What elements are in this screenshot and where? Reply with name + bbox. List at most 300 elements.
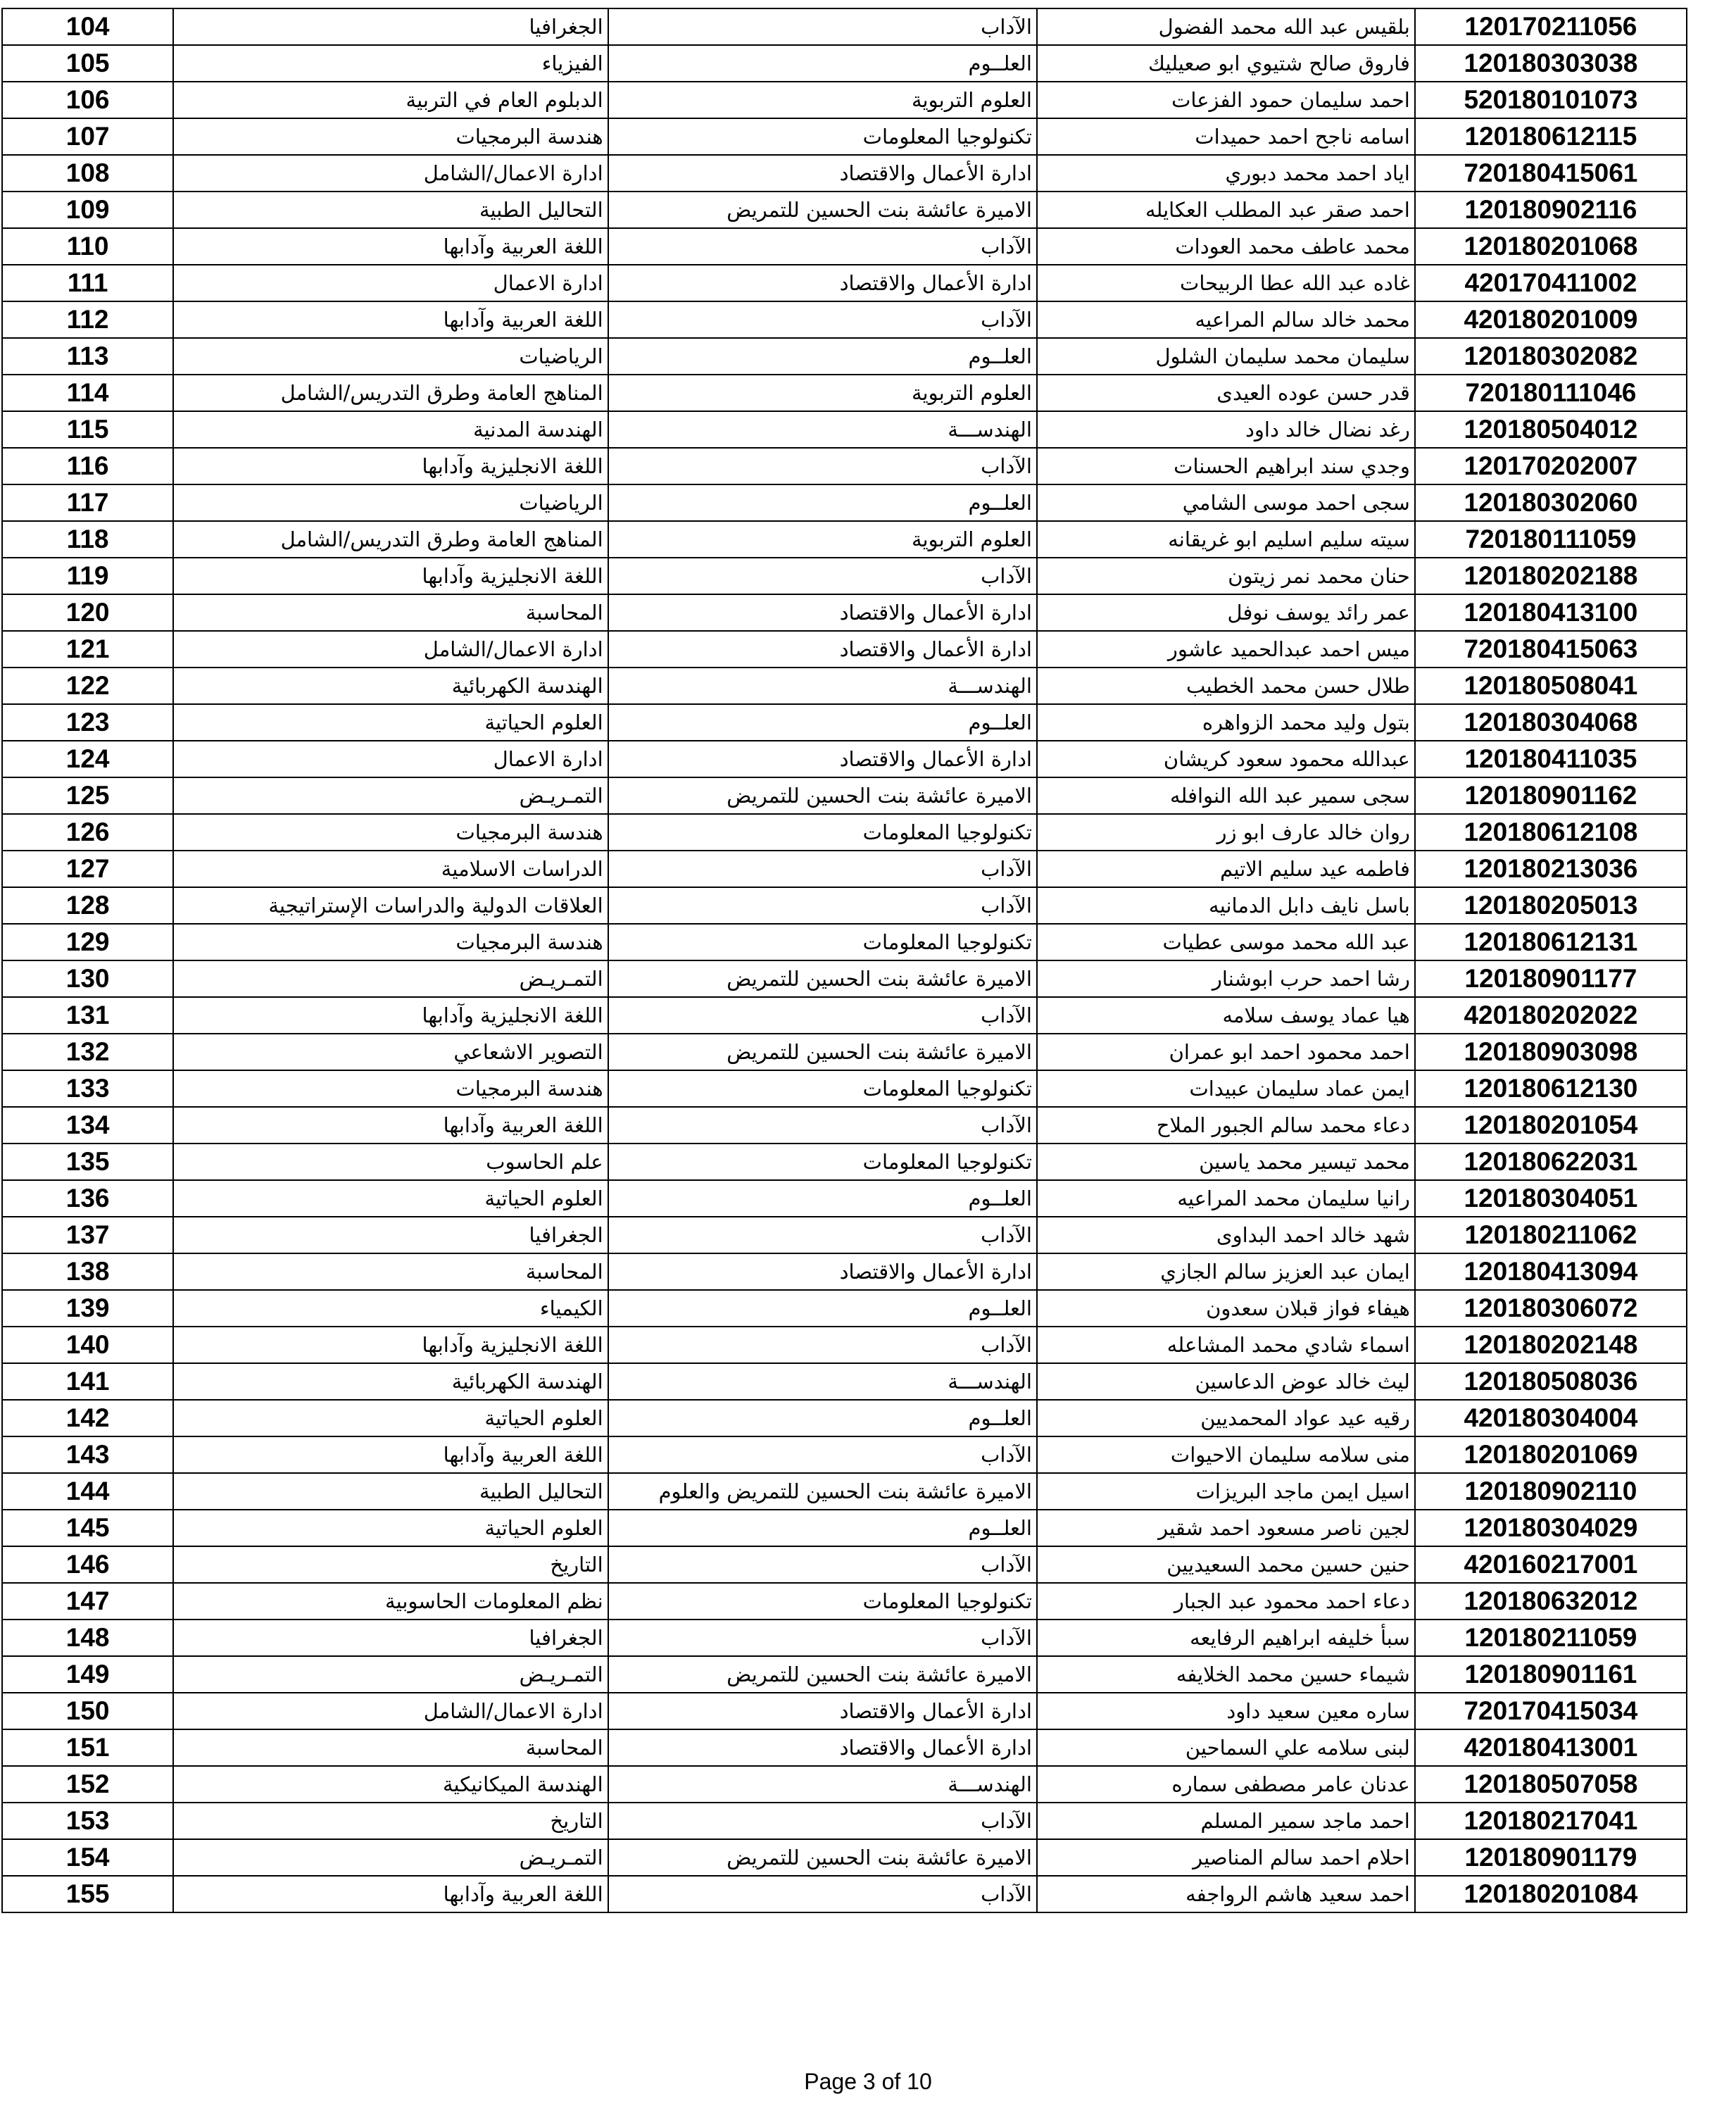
major-cell: المناهج العامة وطرق التدريس/الشامل	[173, 375, 608, 411]
student-id-cell: 120180201054	[1415, 1107, 1687, 1144]
student-id-cell: 720180415063	[1415, 631, 1687, 668]
student-id-cell: 120180411035	[1415, 741, 1687, 777]
row-number-cell: 110	[2, 228, 173, 265]
student-name-cell: احمد محمود احمد ابو عمران	[1037, 1034, 1415, 1070]
major-cell: التمـريـض	[173, 1839, 608, 1876]
major-cell: العلاقات الدولية والدراسات الإستراتيجية	[173, 887, 608, 924]
row-number-cell: 121	[2, 631, 173, 668]
major-cell: الكيمياء	[173, 1290, 608, 1327]
college-cell: ادارة الأعمال والاقتصاد	[608, 631, 1037, 668]
row-number-cell: 138	[2, 1253, 173, 1290]
row-number-cell: 106	[2, 82, 173, 118]
major-cell: ادارة الاعمال/الشامل	[173, 631, 608, 668]
row-number-cell: 134	[2, 1107, 173, 1144]
college-cell: العلوم التربوية	[608, 375, 1037, 411]
major-cell: هندسة البرمجيات	[173, 814, 608, 851]
row-number-cell: 137	[2, 1217, 173, 1253]
major-cell: الجغرافيا	[173, 8, 608, 45]
row-number-cell: 125	[2, 777, 173, 814]
college-cell: العلــوم	[608, 1510, 1037, 1546]
college-cell: الآداب	[608, 887, 1037, 924]
row-number-cell: 107	[2, 118, 173, 155]
student-id-cell: 120180508041	[1415, 668, 1687, 704]
row-number-cell: 122	[2, 668, 173, 704]
row-number-cell: 145	[2, 1510, 173, 1546]
row-number-cell: 105	[2, 45, 173, 82]
table-row	[2, 1473, 1687, 1510]
college-cell: الآداب	[608, 558, 1037, 594]
student-name-cell: غاده عبد الله عطا الربيحات	[1037, 265, 1415, 301]
college-cell: الاميرة عائشة بنت الحسين للتمريض	[608, 777, 1037, 814]
table-row	[2, 521, 1687, 558]
table-row	[2, 1693, 1687, 1729]
student-id-cell: 420180304004	[1415, 1400, 1687, 1436]
row-number-cell: 153	[2, 1803, 173, 1839]
major-cell: الهندسة المدنية	[173, 411, 608, 448]
major-cell: الرياضيات	[173, 338, 608, 375]
major-cell: اللغة الانجليزية وآدابها	[173, 558, 608, 594]
student-id-cell: 120180901179	[1415, 1839, 1687, 1876]
student-id-cell: 420180202022	[1415, 997, 1687, 1034]
major-cell: الرياضيات	[173, 484, 608, 521]
student-name-cell: سجى سمير عبد الله النوافله	[1037, 777, 1415, 814]
student-name-cell: بلقيس عبد الله محمد الفضول	[1037, 8, 1415, 45]
student-id-cell: 720180111046	[1415, 375, 1687, 411]
student-name-cell: احلام احمد سالم المناصير	[1037, 1839, 1415, 1876]
table-row	[2, 1583, 1687, 1620]
row-number-cell: 115	[2, 411, 173, 448]
student-id-cell: 120180504012	[1415, 411, 1687, 448]
table-row	[2, 887, 1687, 924]
table-row	[2, 1290, 1687, 1327]
student-id-cell: 120180205013	[1415, 887, 1687, 924]
row-number-cell: 118	[2, 521, 173, 558]
row-number-cell: 112	[2, 301, 173, 338]
student-id-cell: 120180508036	[1415, 1363, 1687, 1400]
student-id-cell: 720180415061	[1415, 155, 1687, 192]
major-cell: نظم المعلومات الحاسوبية	[173, 1583, 608, 1620]
row-number-cell: 119	[2, 558, 173, 594]
table-row	[2, 1217, 1687, 1253]
row-number-cell: 155	[2, 1876, 173, 1912]
table-row	[2, 594, 1687, 631]
student-name-cell: لبنى سلامه علي السماحين	[1037, 1729, 1415, 1766]
student-name-cell: حنان محمد نمر زيتون	[1037, 558, 1415, 594]
row-number-cell: 136	[2, 1180, 173, 1217]
college-cell: الآداب	[608, 1436, 1037, 1473]
student-name-cell: سيته سليم اسليم ابو غريقانه	[1037, 521, 1415, 558]
student-name-cell: محمد خالد سالم المراعيه	[1037, 301, 1415, 338]
major-cell: الجغرافيا	[173, 1620, 608, 1656]
major-cell: هندسة البرمجيات	[173, 924, 608, 960]
table-row	[2, 1107, 1687, 1144]
student-name-cell: سليمان محمد سليمان الشلول	[1037, 338, 1415, 375]
college-cell: ادارة الأعمال والاقتصاد	[608, 1729, 1037, 1766]
college-cell: الآداب	[608, 301, 1037, 338]
student-name-cell: رغد نضال خالد داود	[1037, 411, 1415, 448]
student-id-cell: 120180902116	[1415, 192, 1687, 228]
student-name-cell: اسيل ايمن ماجد البريزات	[1037, 1473, 1415, 1510]
student-name-cell: دعاء احمد محمود عبد الجبار	[1037, 1583, 1415, 1620]
student-name-cell: شيماء حسين محمد الخلايفه	[1037, 1656, 1415, 1693]
table-row	[2, 1180, 1687, 1217]
student-name-cell: حنين حسين محمد السعيديين	[1037, 1546, 1415, 1583]
college-cell: العلــوم	[608, 1400, 1037, 1436]
college-cell: العلــوم	[608, 45, 1037, 82]
student-name-cell: سجى احمد موسى الشامي	[1037, 484, 1415, 521]
student-id-cell: 120180202148	[1415, 1327, 1687, 1363]
row-number-cell: 109	[2, 192, 173, 228]
table-row	[2, 1766, 1687, 1803]
table-row	[2, 1729, 1687, 1766]
row-number-cell: 147	[2, 1583, 173, 1620]
student-id-cell: 120170211056	[1415, 8, 1687, 45]
table-row	[2, 741, 1687, 777]
student-roster-table	[1, 8, 1687, 1913]
student-name-cell: روان خالد عارف ابو زر	[1037, 814, 1415, 851]
table-row	[2, 45, 1687, 82]
student-id-cell: 120180302082	[1415, 338, 1687, 375]
row-number-cell: 140	[2, 1327, 173, 1363]
row-number-cell: 132	[2, 1034, 173, 1070]
college-cell: الآداب	[608, 1803, 1037, 1839]
student-id-cell: 120180507058	[1415, 1766, 1687, 1803]
college-cell: العلــوم	[608, 704, 1037, 741]
student-name-cell: ساره معين سعيد داود	[1037, 1693, 1415, 1729]
student-id-cell: 120180612115	[1415, 118, 1687, 155]
student-name-cell: فاروق صالح شتيوي ابو صعيليك	[1037, 45, 1415, 82]
table-row	[2, 558, 1687, 594]
college-cell: ادارة الأعمال والاقتصاد	[608, 265, 1037, 301]
table-row	[2, 338, 1687, 375]
student-name-cell: هيفاء فواز قبلان سعدون	[1037, 1290, 1415, 1327]
college-cell: تكنولوجيا المعلومات	[608, 1583, 1037, 1620]
row-number-cell: 154	[2, 1839, 173, 1876]
student-id-cell: 120180306072	[1415, 1290, 1687, 1327]
table-row	[2, 924, 1687, 960]
table-row	[2, 1620, 1687, 1656]
student-name-cell: لجين ناصر مسعود احمد شقير	[1037, 1510, 1415, 1546]
major-cell: الهندسة الميكانيكية	[173, 1766, 608, 1803]
student-name-cell: ليث خالد عوض الدعاسين	[1037, 1363, 1415, 1400]
table-row	[2, 1363, 1687, 1400]
row-number-cell: 127	[2, 851, 173, 887]
table-row	[2, 82, 1687, 118]
table-row	[2, 484, 1687, 521]
row-number-cell: 149	[2, 1656, 173, 1693]
major-cell: اللغة العربية وآدابها	[173, 1107, 608, 1144]
student-id-cell: 120180211062	[1415, 1217, 1687, 1253]
student-id-cell: 720180111059	[1415, 521, 1687, 558]
major-cell: الهندسة الكهربائية	[173, 668, 608, 704]
college-cell: الآداب	[608, 228, 1037, 265]
roster-body	[2, 8, 1687, 1912]
major-cell: الدبلوم العام في التربية	[173, 82, 608, 118]
row-number-cell: 130	[2, 960, 173, 997]
row-number-cell: 117	[2, 484, 173, 521]
college-cell: الآداب	[608, 1620, 1037, 1656]
college-cell: الاميرة عائشة بنت الحسين للتمريض	[608, 1839, 1037, 1876]
student-name-cell: باسل نايف دابل الدمانيه	[1037, 887, 1415, 924]
major-cell: اللغة العربية وآدابها	[173, 301, 608, 338]
row-number-cell: 150	[2, 1693, 173, 1729]
major-cell: اللغة العربية وآدابها	[173, 1436, 608, 1473]
row-number-cell: 128	[2, 887, 173, 924]
college-cell: العلــوم	[608, 484, 1037, 521]
table-row	[2, 1070, 1687, 1107]
table-row	[2, 1803, 1687, 1839]
student-name-cell: عبد الله محمد موسى عطيات	[1037, 924, 1415, 960]
student-id-cell: 120180201068	[1415, 228, 1687, 265]
major-cell: ادارة الاعمال	[173, 741, 608, 777]
student-id-cell: 520180101073	[1415, 82, 1687, 118]
table-row	[2, 375, 1687, 411]
student-id-cell: 120180304051	[1415, 1180, 1687, 1217]
college-cell: الآداب	[608, 997, 1037, 1034]
major-cell: المناهج العامة وطرق التدريس/الشامل	[173, 521, 608, 558]
student-id-cell: 420160217001	[1415, 1546, 1687, 1583]
row-number-cell: 120	[2, 594, 173, 631]
college-cell: الآداب	[608, 851, 1037, 887]
table-row	[2, 265, 1687, 301]
student-name-cell: طلال حسن محمد الخطيب	[1037, 668, 1415, 704]
table-row	[2, 997, 1687, 1034]
major-cell: التحاليل الطبية	[173, 192, 608, 228]
student-id-cell: 420170411002	[1415, 265, 1687, 301]
student-name-cell: محمد عاطف محمد العودات	[1037, 228, 1415, 265]
college-cell: الاميرة عائشة بنت الحسين للتمريض	[608, 192, 1037, 228]
table-row	[2, 1144, 1687, 1180]
college-cell: الاميرة عائشة بنت الحسين للتمريض	[608, 1656, 1037, 1693]
student-name-cell: ايمان عبد العزيز سالم الجازي	[1037, 1253, 1415, 1290]
student-id-cell: 120170202007	[1415, 448, 1687, 484]
student-name-cell: وجدي سند ابراهيم الحسنات	[1037, 448, 1415, 484]
row-number-cell: 129	[2, 924, 173, 960]
table-row	[2, 155, 1687, 192]
major-cell: التمـريـض	[173, 1656, 608, 1693]
row-number-cell: 135	[2, 1144, 173, 1180]
table-row	[2, 1546, 1687, 1583]
major-cell: العلوم الحياتية	[173, 1400, 608, 1436]
student-name-cell: بتول وليد محمد الزواهره	[1037, 704, 1415, 741]
student-name-cell: عدنان عامر مصطفى سماره	[1037, 1766, 1415, 1803]
row-number-cell: 144	[2, 1473, 173, 1510]
student-name-cell: رقيه عيد عواد المحمديين	[1037, 1400, 1415, 1436]
college-cell: الاميرة عائشة بنت الحسين للتمريض	[608, 1034, 1037, 1070]
student-id-cell: 120180211059	[1415, 1620, 1687, 1656]
student-id-cell: 120180213036	[1415, 851, 1687, 887]
row-number-cell: 126	[2, 814, 173, 851]
row-number-cell: 111	[2, 265, 173, 301]
college-cell: تكنولوجيا المعلومات	[608, 924, 1037, 960]
student-name-cell: هيا عماد يوسف سلامه	[1037, 997, 1415, 1034]
major-cell: المحاسبة	[173, 1253, 608, 1290]
college-cell: ادارة الأعمال والاقتصاد	[608, 155, 1037, 192]
student-name-cell: شهد خالد احمد البداوى	[1037, 1217, 1415, 1253]
major-cell: اللغة الانجليزية وآدابها	[173, 997, 608, 1034]
table-row	[2, 411, 1687, 448]
student-id-cell: 120180304029	[1415, 1510, 1687, 1546]
student-name-cell: قدر حسن عوده العيدى	[1037, 375, 1415, 411]
major-cell: التحاليل الطبية	[173, 1473, 608, 1510]
row-number-cell: 139	[2, 1290, 173, 1327]
student-id-cell: 120180901161	[1415, 1656, 1687, 1693]
college-cell: الهندســـة	[608, 411, 1037, 448]
major-cell: اللغة الانجليزية وآدابها	[173, 448, 608, 484]
student-name-cell: منى سلامه سليمان الاحيوات	[1037, 1436, 1415, 1473]
major-cell: ادارة الاعمال/الشامل	[173, 1693, 608, 1729]
college-cell: العلوم التربوية	[608, 82, 1037, 118]
table-row	[2, 1436, 1687, 1473]
table-row	[2, 704, 1687, 741]
student-name-cell: اياد احمد محمد دبوري	[1037, 155, 1415, 192]
student-name-cell: احمد سليمان حمود الفزعات	[1037, 82, 1415, 118]
major-cell: التاريخ	[173, 1803, 608, 1839]
student-id-cell: 120180622031	[1415, 1144, 1687, 1180]
student-id-cell: 120180612131	[1415, 924, 1687, 960]
table-row	[2, 1510, 1687, 1546]
table-row	[2, 1656, 1687, 1693]
college-cell: العلــوم	[608, 338, 1037, 375]
student-id-cell: 120180902110	[1415, 1473, 1687, 1510]
student-id-cell: 120180903098	[1415, 1034, 1687, 1070]
student-id-cell: 120180612130	[1415, 1070, 1687, 1107]
row-number-cell: 113	[2, 338, 173, 375]
college-cell: الاميرة عائشة بنت الحسين للتمريض والعلوم	[608, 1473, 1037, 1510]
college-cell: تكنولوجيا المعلومات	[608, 1144, 1037, 1180]
major-cell: ادارة الاعمال/الشامل	[173, 155, 608, 192]
row-number-cell: 133	[2, 1070, 173, 1107]
table-row	[2, 301, 1687, 338]
student-id-cell: 120180303038	[1415, 45, 1687, 82]
table-row	[2, 631, 1687, 668]
major-cell: الهندسة الكهربائية	[173, 1363, 608, 1400]
major-cell: التمـريـض	[173, 777, 608, 814]
table-row	[2, 1034, 1687, 1070]
row-number-cell: 151	[2, 1729, 173, 1766]
table-row	[2, 8, 1687, 45]
student-name-cell: اسماء شادي محمد المشاعله	[1037, 1327, 1415, 1363]
student-name-cell: احمد ماجد سمير المسلم	[1037, 1803, 1415, 1839]
table-row	[2, 228, 1687, 265]
student-name-cell: رشا احمد حرب ابوشنار	[1037, 960, 1415, 997]
college-cell: تكنولوجيا المعلومات	[608, 118, 1037, 155]
student-id-cell: 420180413001	[1415, 1729, 1687, 1766]
row-number-cell: 143	[2, 1436, 173, 1473]
college-cell: الهندســـة	[608, 1766, 1037, 1803]
college-cell: تكنولوجيا المعلومات	[608, 814, 1037, 851]
college-cell: العلــوم	[608, 1290, 1037, 1327]
college-cell: الآداب	[608, 1546, 1037, 1583]
row-number-cell: 131	[2, 997, 173, 1034]
page-number: Page 3 of 10	[804, 2069, 932, 2094]
major-cell: هندسة البرمجيات	[173, 118, 608, 155]
college-cell: الآداب	[608, 1217, 1037, 1253]
student-name-cell: احمد صقر عبد المطلب العكايله	[1037, 192, 1415, 228]
college-cell: الهندســـة	[608, 668, 1037, 704]
college-cell: العلوم التربوية	[608, 521, 1037, 558]
table-row	[2, 1839, 1687, 1876]
student-id-cell: 120180901177	[1415, 960, 1687, 997]
student-id-cell: 120180304068	[1415, 704, 1687, 741]
table-row	[2, 1400, 1687, 1436]
student-name-cell: دعاء محمد سالم الجبور الملاح	[1037, 1107, 1415, 1144]
student-id-cell: 120180302060	[1415, 484, 1687, 521]
student-id-cell: 420180201009	[1415, 301, 1687, 338]
major-cell: المحاسبة	[173, 594, 608, 631]
major-cell: التاريخ	[173, 1546, 608, 1583]
table-row	[2, 1327, 1687, 1363]
college-cell: الآداب	[608, 8, 1037, 45]
student-name-cell: اسامه ناجح احمد حميدات	[1037, 118, 1415, 155]
row-number-cell: 148	[2, 1620, 173, 1656]
student-name-cell: سبأ خليفه ابراهيم الرفايعه	[1037, 1620, 1415, 1656]
table-row	[2, 118, 1687, 155]
major-cell: التصوير الاشعاعي	[173, 1034, 608, 1070]
row-number-cell: 104	[2, 8, 173, 45]
college-cell: ادارة الأعمال والاقتصاد	[608, 741, 1037, 777]
major-cell: اللغة العربية وآدابها	[173, 228, 608, 265]
college-cell: الآداب	[608, 448, 1037, 484]
college-cell: الآداب	[608, 1327, 1037, 1363]
student-id-cell: 120180201069	[1415, 1436, 1687, 1473]
major-cell: علم الحاسوب	[173, 1144, 608, 1180]
table-row	[2, 192, 1687, 228]
major-cell: اللغة الانجليزية وآدابها	[173, 1327, 608, 1363]
student-name-cell: ميس احمد عبدالحميد عاشور	[1037, 631, 1415, 668]
student-name-cell: احمد سعيد هاشم الرواجفه	[1037, 1876, 1415, 1912]
table-row	[2, 668, 1687, 704]
student-id-cell: 120180201084	[1415, 1876, 1687, 1912]
college-cell: الآداب	[608, 1876, 1037, 1912]
major-cell: الجغرافيا	[173, 1217, 608, 1253]
college-cell: ادارة الأعمال والاقتصاد	[608, 1253, 1037, 1290]
student-name-cell: رانيا سليمان محمد المراعيه	[1037, 1180, 1415, 1217]
student-name-cell: عبدالله محمود سعود كريشان	[1037, 741, 1415, 777]
table-row	[2, 1876, 1687, 1912]
college-cell: ادارة الأعمال والاقتصاد	[608, 1693, 1037, 1729]
row-number-cell: 123	[2, 704, 173, 741]
student-id-cell: 120180202188	[1415, 558, 1687, 594]
major-cell: المحاسبة	[173, 1729, 608, 1766]
student-id-cell: 120180413100	[1415, 594, 1687, 631]
row-number-cell: 114	[2, 375, 173, 411]
row-number-cell: 142	[2, 1400, 173, 1436]
college-cell: العلــوم	[608, 1180, 1037, 1217]
college-cell: الهندســـة	[608, 1363, 1037, 1400]
student-id-cell: 120180901162	[1415, 777, 1687, 814]
row-number-cell: 152	[2, 1766, 173, 1803]
major-cell: الدراسات الاسلامية	[173, 851, 608, 887]
major-cell: اللغة العربية وآدابها	[173, 1876, 608, 1912]
row-number-cell: 116	[2, 448, 173, 484]
table-row	[2, 851, 1687, 887]
student-id-cell: 720170415034	[1415, 1693, 1687, 1729]
major-cell: العلوم الحياتية	[173, 1180, 608, 1217]
student-id-cell: 120180413094	[1415, 1253, 1687, 1290]
table-row	[2, 814, 1687, 851]
student-name-cell: عمر رائد يوسف نوفل	[1037, 594, 1415, 631]
row-number-cell: 141	[2, 1363, 173, 1400]
student-name-cell: محمد تيسير محمد ياسين	[1037, 1144, 1415, 1180]
major-cell: ادارة الاعمال	[173, 265, 608, 301]
table-row	[2, 960, 1687, 997]
college-cell: الآداب	[608, 1107, 1037, 1144]
major-cell: العلوم الحياتية	[173, 704, 608, 741]
major-cell: هندسة البرمجيات	[173, 1070, 608, 1107]
student-id-cell: 120180612108	[1415, 814, 1687, 851]
student-name-cell: ايمن عماد سليمان عبيدات	[1037, 1070, 1415, 1107]
